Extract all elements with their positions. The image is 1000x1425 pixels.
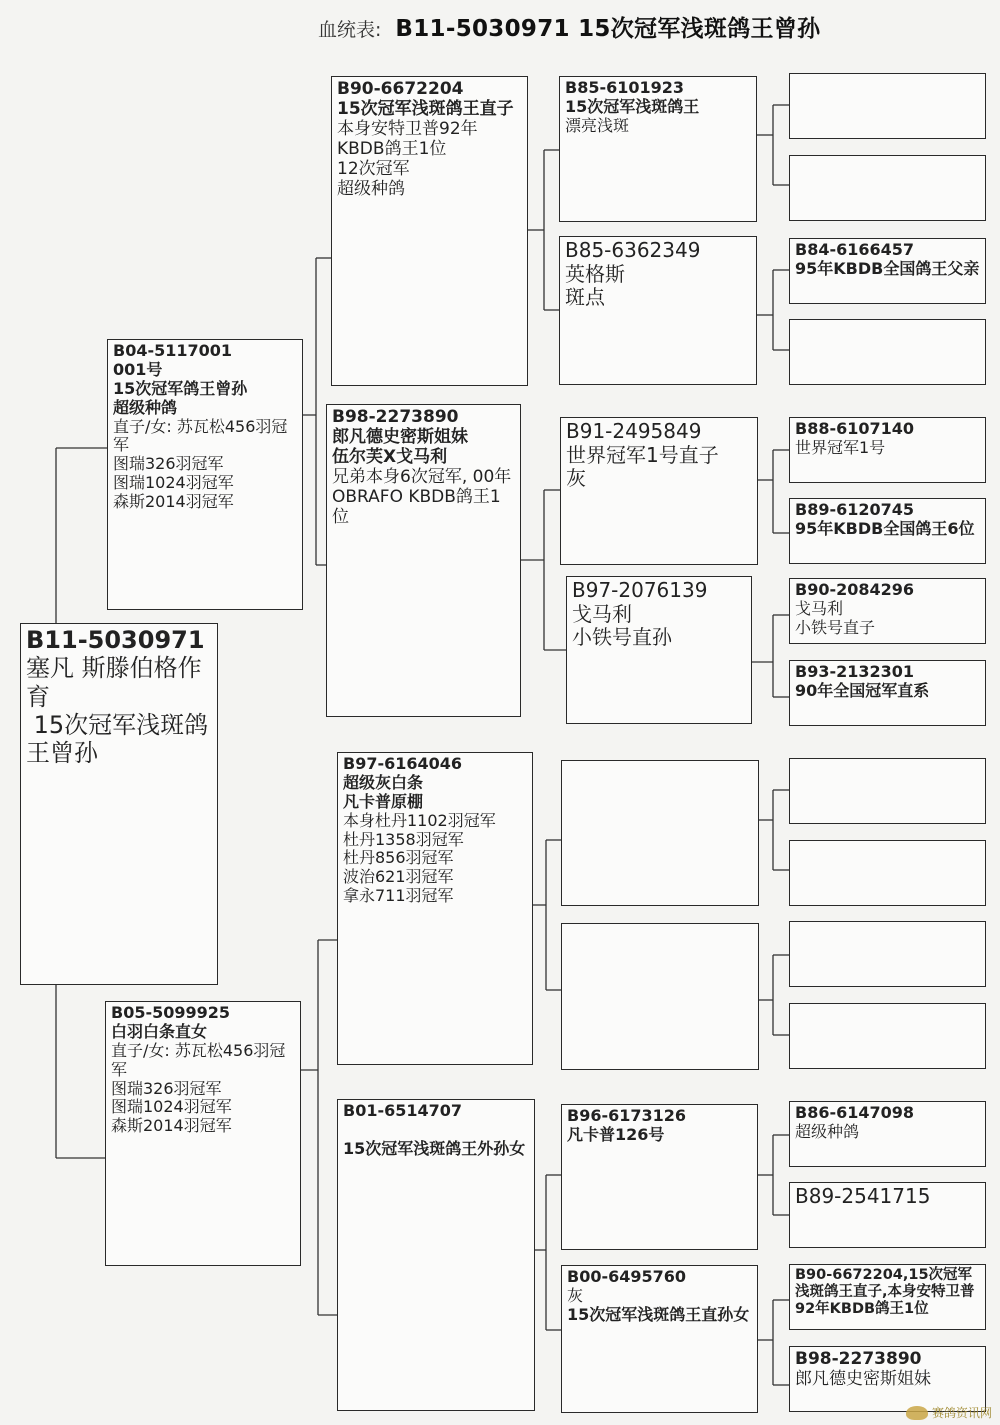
ring-number: B85-6362349 [565, 238, 701, 262]
g4-box-11 [789, 1003, 986, 1069]
ring-number: B85-6101923 [565, 78, 685, 97]
dsd-box [561, 923, 759, 1070]
pedigree-line: 超级种鸽 [337, 179, 405, 200]
pedigree-line: 15次冠军鸽王曾孙 [113, 378, 248, 398]
ring-number: B86-6147098 [795, 1103, 915, 1122]
sdd-box [566, 576, 752, 724]
watermark-text: 赛鸽资讯网 [931, 1406, 992, 1420]
pedigree-line: 001号 [113, 359, 163, 379]
ring-number: B89-6120745 [795, 500, 915, 519]
pedigree-line: 小铁号直孙 [572, 625, 672, 650]
g4-box-4 [789, 417, 986, 483]
pedigree-line: 郎凡德史密斯姐妹 [795, 1369, 931, 1390]
pedigree-line: 凡卡普原棚 [343, 791, 424, 811]
dam-dam-box [337, 1099, 535, 1411]
g4-box-9 [789, 840, 986, 906]
pedigree-line: 90年全国冠军直系 [795, 680, 930, 700]
g4-box-7 [789, 660, 986, 726]
pedigree-line: 斑点 [565, 285, 605, 310]
pedigree-line: 世界冠军1号直子 [566, 442, 719, 467]
dove-logo-icon [906, 1406, 928, 1420]
g4-box-12 [789, 1101, 986, 1167]
pedigree-line: 超级种鸽 [795, 1121, 860, 1141]
pedigree-line: 15次冠军浅斑鸽王直子 [337, 99, 514, 120]
ring-number: B90-6672204,15次冠军浅斑鸽王直子,本身安特卫普92年KBDB鸽王1位 [795, 1267, 975, 1318]
pedigree-line: 图瑞1024羽冠军 [113, 473, 234, 493]
pedigree-line: 直子/女: 苏瓦松456羽冠军 [113, 416, 288, 455]
ring-number: B93-2132301 [795, 662, 915, 681]
pedigree-line: 95年KBDB全国鸽王父亲 [795, 258, 980, 278]
pedigree-line: 小铁号直子 [795, 617, 876, 637]
g4-box-0 [789, 73, 986, 139]
pedigree-line: 本身杜丹1102羽冠军 [343, 810, 496, 830]
g4-box-1 [789, 155, 986, 221]
ring-number: B97-2076139 [572, 578, 708, 602]
pedigree-line: 拿永711羽冠军 [343, 886, 454, 906]
pedigree-line: 戈马利 [572, 601, 632, 626]
g4-box-2 [789, 238, 986, 304]
pedigree-line: 兄弟本身6次冠军, 00年OBRAFO KBDB鸽王1位 [332, 467, 512, 528]
g4-box-10 [789, 921, 986, 987]
ring-number: B89-2541715 [795, 1184, 931, 1208]
ring-number: B05-5099925 [111, 1003, 231, 1022]
dam-sire-box [337, 752, 533, 1065]
ring-number: B90-6672204 [337, 79, 464, 99]
sire-dam-box [326, 404, 521, 717]
pedigree-line: 世界冠军1号 [795, 437, 886, 457]
g4-box-14 [789, 1264, 986, 1330]
pedigree-line: 图瑞326羽冠军 [111, 1078, 222, 1098]
title-main: B11-5030971 15次冠军浅斑鸽王曾孙 [395, 16, 821, 42]
g4-box-3 [789, 319, 986, 385]
pedigree-line: 森斯2014羽冠军 [113, 492, 234, 511]
pedigree-line: 戈马利 [795, 598, 844, 618]
pedigree-line: 15次冠军浅斑鸽王曾孙 [26, 710, 209, 768]
sire-sire-box [331, 76, 528, 386]
pedigree-line: 塞凡 斯滕伯格作育 [26, 654, 202, 711]
ring-number: B11-5030971 [26, 626, 205, 654]
pedigree-line: 漂亮浅斑 [565, 115, 630, 135]
ring-number: B88-6107140 [795, 419, 915, 438]
ring-number: B97-6164046 [343, 754, 463, 773]
pedigree-line: 凡卡普126号 [567, 1124, 665, 1144]
ring-number: B84-6166457 [795, 240, 915, 259]
ring-number: B98-2273890 [795, 1349, 922, 1369]
pedigree-line: 15次冠军浅斑鸽王外孙女 [343, 1138, 526, 1158]
pedigree-line: 本身安特卫普92年KBDB鸽王1位 [337, 119, 478, 160]
sss-box [559, 76, 757, 222]
subject-box [20, 623, 218, 985]
ring-number: B98-2273890 [332, 407, 459, 427]
watermark [906, 1404, 992, 1421]
pedigree-line: 灰 [566, 466, 586, 491]
ring-number: B04-5117001 [113, 341, 233, 360]
pedigree-line: 杜丹856羽冠军 [343, 848, 454, 868]
ring-number: B01-6514707 [343, 1101, 463, 1120]
sds-box [560, 417, 758, 565]
g4-box-5 [789, 498, 986, 564]
pedigree-line: 白羽白条直女 [111, 1021, 208, 1041]
pedigree-line: 灰 [567, 1285, 584, 1305]
ring-number: B00-6495760 [567, 1267, 687, 1286]
dam-box [105, 1001, 301, 1266]
pedigree-line: 英格斯 [565, 261, 625, 286]
pedigree-line: 郎凡德史密斯姐妹 [332, 427, 468, 448]
sire-box [107, 339, 303, 610]
ring-number: B96-6173126 [567, 1106, 687, 1125]
pedigree-line: 12次冠军 [337, 159, 410, 180]
pedigree-line: 15次冠军浅斑鸽王直孙女 [567, 1304, 750, 1324]
g4-box-6 [789, 578, 986, 644]
dss-box [561, 760, 759, 906]
pedigree-line: 15次冠军浅斑鸽王 [565, 96, 700, 116]
ddd-box [561, 1265, 758, 1413]
pedigree-line: 图瑞326羽冠军 [113, 454, 224, 474]
pedigree-line: 图瑞1024羽冠军 [111, 1097, 232, 1117]
pedigree-line: 超级灰白条 [343, 772, 424, 792]
ssd-box [559, 236, 757, 385]
g4-box-15 [789, 1346, 986, 1412]
dds-box [561, 1104, 758, 1250]
pedigree-line: 森斯2014羽冠军 [111, 1116, 232, 1136]
pedigree-line: 95年KBDB全国鸽王6位 [795, 518, 975, 538]
title-prefix: 血统表: [318, 19, 382, 41]
g4-box-8 [789, 758, 986, 824]
ring-number: B91-2495849 [566, 419, 702, 443]
pedigree-line: 直子/女: 苏瓦松456羽冠军 [111, 1040, 286, 1079]
pedigree-line: 超级种鸽 [113, 397, 178, 417]
pedigree-line: 伍尔芙X戈马利 [332, 447, 448, 468]
page-title [318, 10, 820, 46]
ring-number: B90-2084296 [795, 580, 915, 599]
pedigree-line: 波治621羽冠军 [343, 867, 454, 887]
g4-box-13 [789, 1182, 986, 1248]
pedigree-line [343, 1121, 529, 1140]
pedigree-line: 杜丹1358羽冠军 [343, 829, 464, 849]
